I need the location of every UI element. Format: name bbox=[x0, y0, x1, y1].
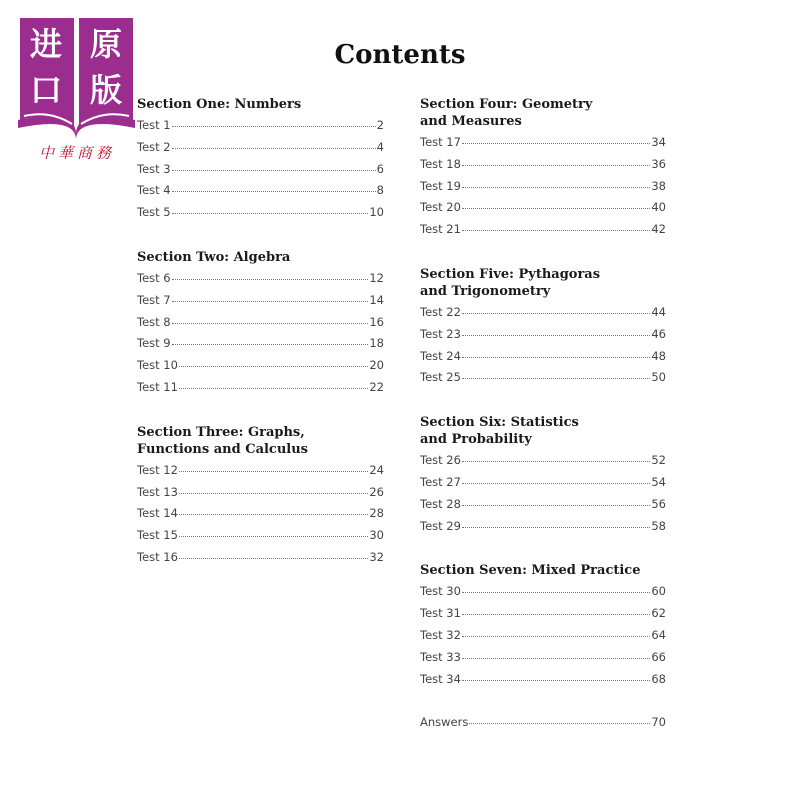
contents-entry bbox=[420, 475, 666, 497]
entry-page-number: 64 bbox=[651, 627, 666, 642]
contents-entry bbox=[420, 135, 666, 157]
contents-entry bbox=[420, 650, 666, 672]
contents-entry bbox=[420, 628, 666, 650]
entry-page-number: 4 bbox=[376, 139, 384, 154]
contents-entry bbox=[137, 271, 384, 293]
entry-label: Test 20 bbox=[420, 200, 461, 215]
entry-page-number: 38 bbox=[651, 178, 666, 193]
entry-page-number: 66 bbox=[651, 649, 666, 664]
dot-leader bbox=[172, 191, 376, 192]
dot-leader bbox=[462, 636, 650, 637]
entry-page-number: 2 bbox=[376, 118, 384, 132]
entry-page-number: 20 bbox=[369, 358, 384, 373]
contents-entry bbox=[137, 336, 384, 358]
entry-label: Test 11 bbox=[137, 379, 178, 394]
logo-subtitle: 中華商務 bbox=[38, 144, 115, 162]
contents-section bbox=[420, 414, 666, 540]
dot-leader bbox=[462, 592, 650, 593]
section-title: Section Seven: Mixed Practice bbox=[420, 563, 641, 579]
entry-label: Test 24 bbox=[420, 348, 461, 363]
entry-label: Test 26 bbox=[420, 453, 461, 468]
entry-page-number: 12 bbox=[369, 270, 384, 285]
entry-label: Test 13 bbox=[137, 484, 178, 499]
contents-right-column bbox=[420, 96, 666, 737]
entry-page-number: 32 bbox=[369, 549, 384, 564]
logo-glyph-3: 口 bbox=[29, 71, 62, 109]
contents-section bbox=[420, 266, 666, 392]
entry-page-number: 6 bbox=[376, 161, 384, 176]
contents-entry bbox=[420, 157, 666, 179]
contents-entry bbox=[137, 528, 384, 550]
contents-section bbox=[420, 96, 666, 244]
entry-label: Test 30 bbox=[420, 584, 461, 599]
dot-leader bbox=[462, 335, 650, 336]
entry-label: Test 5 bbox=[137, 205, 171, 220]
entry-label: Test 2 bbox=[137, 139, 171, 154]
contents-section bbox=[137, 424, 384, 572]
contents-entry bbox=[420, 584, 666, 606]
entry-label: Test 21 bbox=[420, 222, 461, 237]
entry-page-number: 30 bbox=[369, 528, 384, 543]
entry-label: Test 8 bbox=[137, 314, 171, 329]
contents-entry bbox=[420, 200, 666, 222]
entry-label: Test 10 bbox=[137, 358, 178, 373]
contents-entry bbox=[137, 140, 384, 162]
contents-entry bbox=[137, 380, 384, 402]
entry-label: Answers bbox=[420, 715, 469, 730]
dot-leader bbox=[462, 357, 650, 358]
entry-label: Test 6 bbox=[137, 270, 171, 285]
section-title: Section Six: Statistics and Probability bbox=[420, 415, 579, 448]
entry-page-number: 8 bbox=[376, 183, 384, 198]
entry-page-number: 70 bbox=[651, 715, 666, 730]
contents-entry bbox=[420, 497, 666, 519]
dot-leader bbox=[462, 614, 650, 615]
entry-label: Test 3 bbox=[137, 161, 171, 176]
dot-leader bbox=[462, 527, 650, 528]
contents-entry bbox=[137, 183, 384, 205]
entry-label: Test 15 bbox=[137, 528, 178, 543]
dot-leader bbox=[462, 483, 650, 484]
logo-glyph-2: 原 bbox=[89, 25, 122, 63]
section-title: Section Two: Algebra bbox=[137, 249, 291, 265]
logo-glyph-4: 版 bbox=[89, 71, 122, 109]
entry-label: Test 34 bbox=[420, 671, 461, 686]
entry-page-number: 52 bbox=[651, 453, 666, 468]
entry-label: Test 31 bbox=[420, 606, 461, 621]
entry-label: Test 32 bbox=[420, 627, 461, 642]
entry-label: Test 19 bbox=[420, 178, 461, 193]
contents-entry bbox=[420, 606, 666, 628]
entry-label: Test 25 bbox=[420, 370, 461, 385]
entry-page-number: 60 bbox=[651, 584, 666, 599]
contents-entry bbox=[137, 118, 384, 140]
entry-label: Test 29 bbox=[420, 518, 461, 533]
entry-page-number: 34 bbox=[651, 135, 666, 149]
entry-page-number: 44 bbox=[651, 304, 666, 319]
contents-entry bbox=[420, 349, 666, 371]
dot-leader bbox=[172, 170, 376, 171]
entry-page-number: 10 bbox=[369, 205, 384, 220]
contents-entry bbox=[420, 222, 666, 244]
contents-entry bbox=[137, 315, 384, 337]
entry-label: Test 12 bbox=[137, 462, 178, 477]
entry-page-number: 28 bbox=[369, 506, 384, 521]
dot-leader bbox=[172, 323, 369, 324]
entry-label: Test 1 bbox=[137, 118, 171, 132]
entry-page-number: 42 bbox=[651, 222, 666, 237]
entry-page-number: 50 bbox=[651, 370, 666, 385]
dot-leader bbox=[462, 505, 650, 506]
dot-leader bbox=[179, 536, 368, 537]
section-title: Section One: Numbers bbox=[137, 97, 302, 112]
dot-leader bbox=[462, 143, 650, 144]
contents-entry bbox=[420, 672, 666, 694]
entry-label: Test 4 bbox=[137, 183, 171, 198]
entry-label: Test 28 bbox=[420, 496, 461, 511]
entry-page-number: 22 bbox=[369, 379, 384, 394]
entry-page-number: 24 bbox=[369, 462, 384, 477]
dot-leader bbox=[172, 213, 369, 214]
entry-label: Test 7 bbox=[137, 292, 171, 307]
dot-leader bbox=[462, 187, 650, 188]
contents-entry bbox=[137, 506, 384, 528]
contents-entry bbox=[137, 358, 384, 380]
dot-leader bbox=[462, 658, 650, 659]
dot-leader bbox=[462, 461, 650, 462]
dot-leader bbox=[172, 148, 376, 149]
entry-page-number: 54 bbox=[651, 474, 666, 489]
contents-entry bbox=[137, 205, 384, 227]
page-title: Contents bbox=[334, 40, 466, 70]
dot-leader bbox=[462, 680, 650, 681]
entry-page-number: 36 bbox=[651, 156, 666, 171]
contents-entry bbox=[420, 179, 666, 201]
contents-entry bbox=[420, 453, 666, 475]
dot-leader bbox=[172, 126, 376, 127]
contents-entry bbox=[420, 327, 666, 349]
contents-entry bbox=[420, 519, 666, 541]
entry-page-number: 40 bbox=[651, 200, 666, 215]
entry-page-number: 18 bbox=[369, 336, 384, 351]
entry-page-number: 16 bbox=[369, 314, 384, 329]
entry-label: Test 33 bbox=[420, 649, 461, 664]
dot-leader bbox=[172, 301, 369, 302]
entry-label: Test 18 bbox=[420, 156, 461, 171]
dot-leader bbox=[462, 230, 650, 231]
entry-page-number: 62 bbox=[651, 606, 666, 621]
contents-entry bbox=[420, 305, 666, 327]
contents-section bbox=[420, 562, 666, 693]
logo-glyph-1: 进 bbox=[29, 25, 62, 63]
dot-leader bbox=[462, 165, 650, 166]
entry-page-number: 56 bbox=[651, 496, 666, 511]
contents-entry bbox=[137, 485, 384, 507]
entry-label: Test 27 bbox=[420, 474, 461, 489]
contents-entry bbox=[137, 293, 384, 315]
entry-page-number: 68 bbox=[651, 671, 666, 686]
dot-leader bbox=[179, 388, 368, 389]
entry-page-number: 26 bbox=[369, 484, 384, 499]
entry-page-number: 14 bbox=[369, 292, 384, 307]
dot-leader bbox=[179, 493, 368, 494]
publisher-logo bbox=[14, 12, 139, 162]
entry-label: Test 14 bbox=[137, 506, 178, 521]
contents-entry bbox=[137, 162, 384, 184]
answers-entry bbox=[420, 715, 666, 737]
dot-leader bbox=[172, 279, 369, 280]
entry-label: Test 17 bbox=[420, 135, 461, 149]
entry-page-number: 46 bbox=[651, 326, 666, 341]
entry-page-number: 58 bbox=[651, 518, 666, 533]
dot-leader bbox=[179, 514, 368, 515]
dot-leader bbox=[179, 558, 368, 559]
contents-section bbox=[137, 96, 384, 227]
dot-leader bbox=[179, 471, 368, 472]
contents-left-column bbox=[137, 96, 384, 594]
contents-section bbox=[137, 249, 384, 402]
dot-leader bbox=[462, 378, 650, 379]
entry-label: Test 9 bbox=[137, 336, 171, 351]
dot-leader bbox=[462, 208, 650, 209]
entry-label: Test 22 bbox=[420, 304, 461, 319]
dot-leader bbox=[462, 313, 650, 314]
contents-entry bbox=[137, 550, 384, 572]
section-title: Section Five: Pythagoras and Trigonometry bbox=[420, 266, 601, 299]
entry-label: Test 16 bbox=[137, 549, 178, 564]
dot-leader bbox=[469, 723, 650, 724]
dot-leader bbox=[172, 344, 369, 345]
contents-entry bbox=[137, 463, 384, 485]
section-title: Section Three: Graphs, Functions and Calculus bbox=[137, 424, 309, 457]
contents-entry bbox=[420, 370, 666, 392]
section-title: Section Four: Geometry and Measures bbox=[420, 97, 593, 129]
dot-leader bbox=[179, 366, 368, 367]
entry-page-number: 48 bbox=[651, 348, 666, 363]
entry-label: Test 23 bbox=[420, 326, 461, 341]
